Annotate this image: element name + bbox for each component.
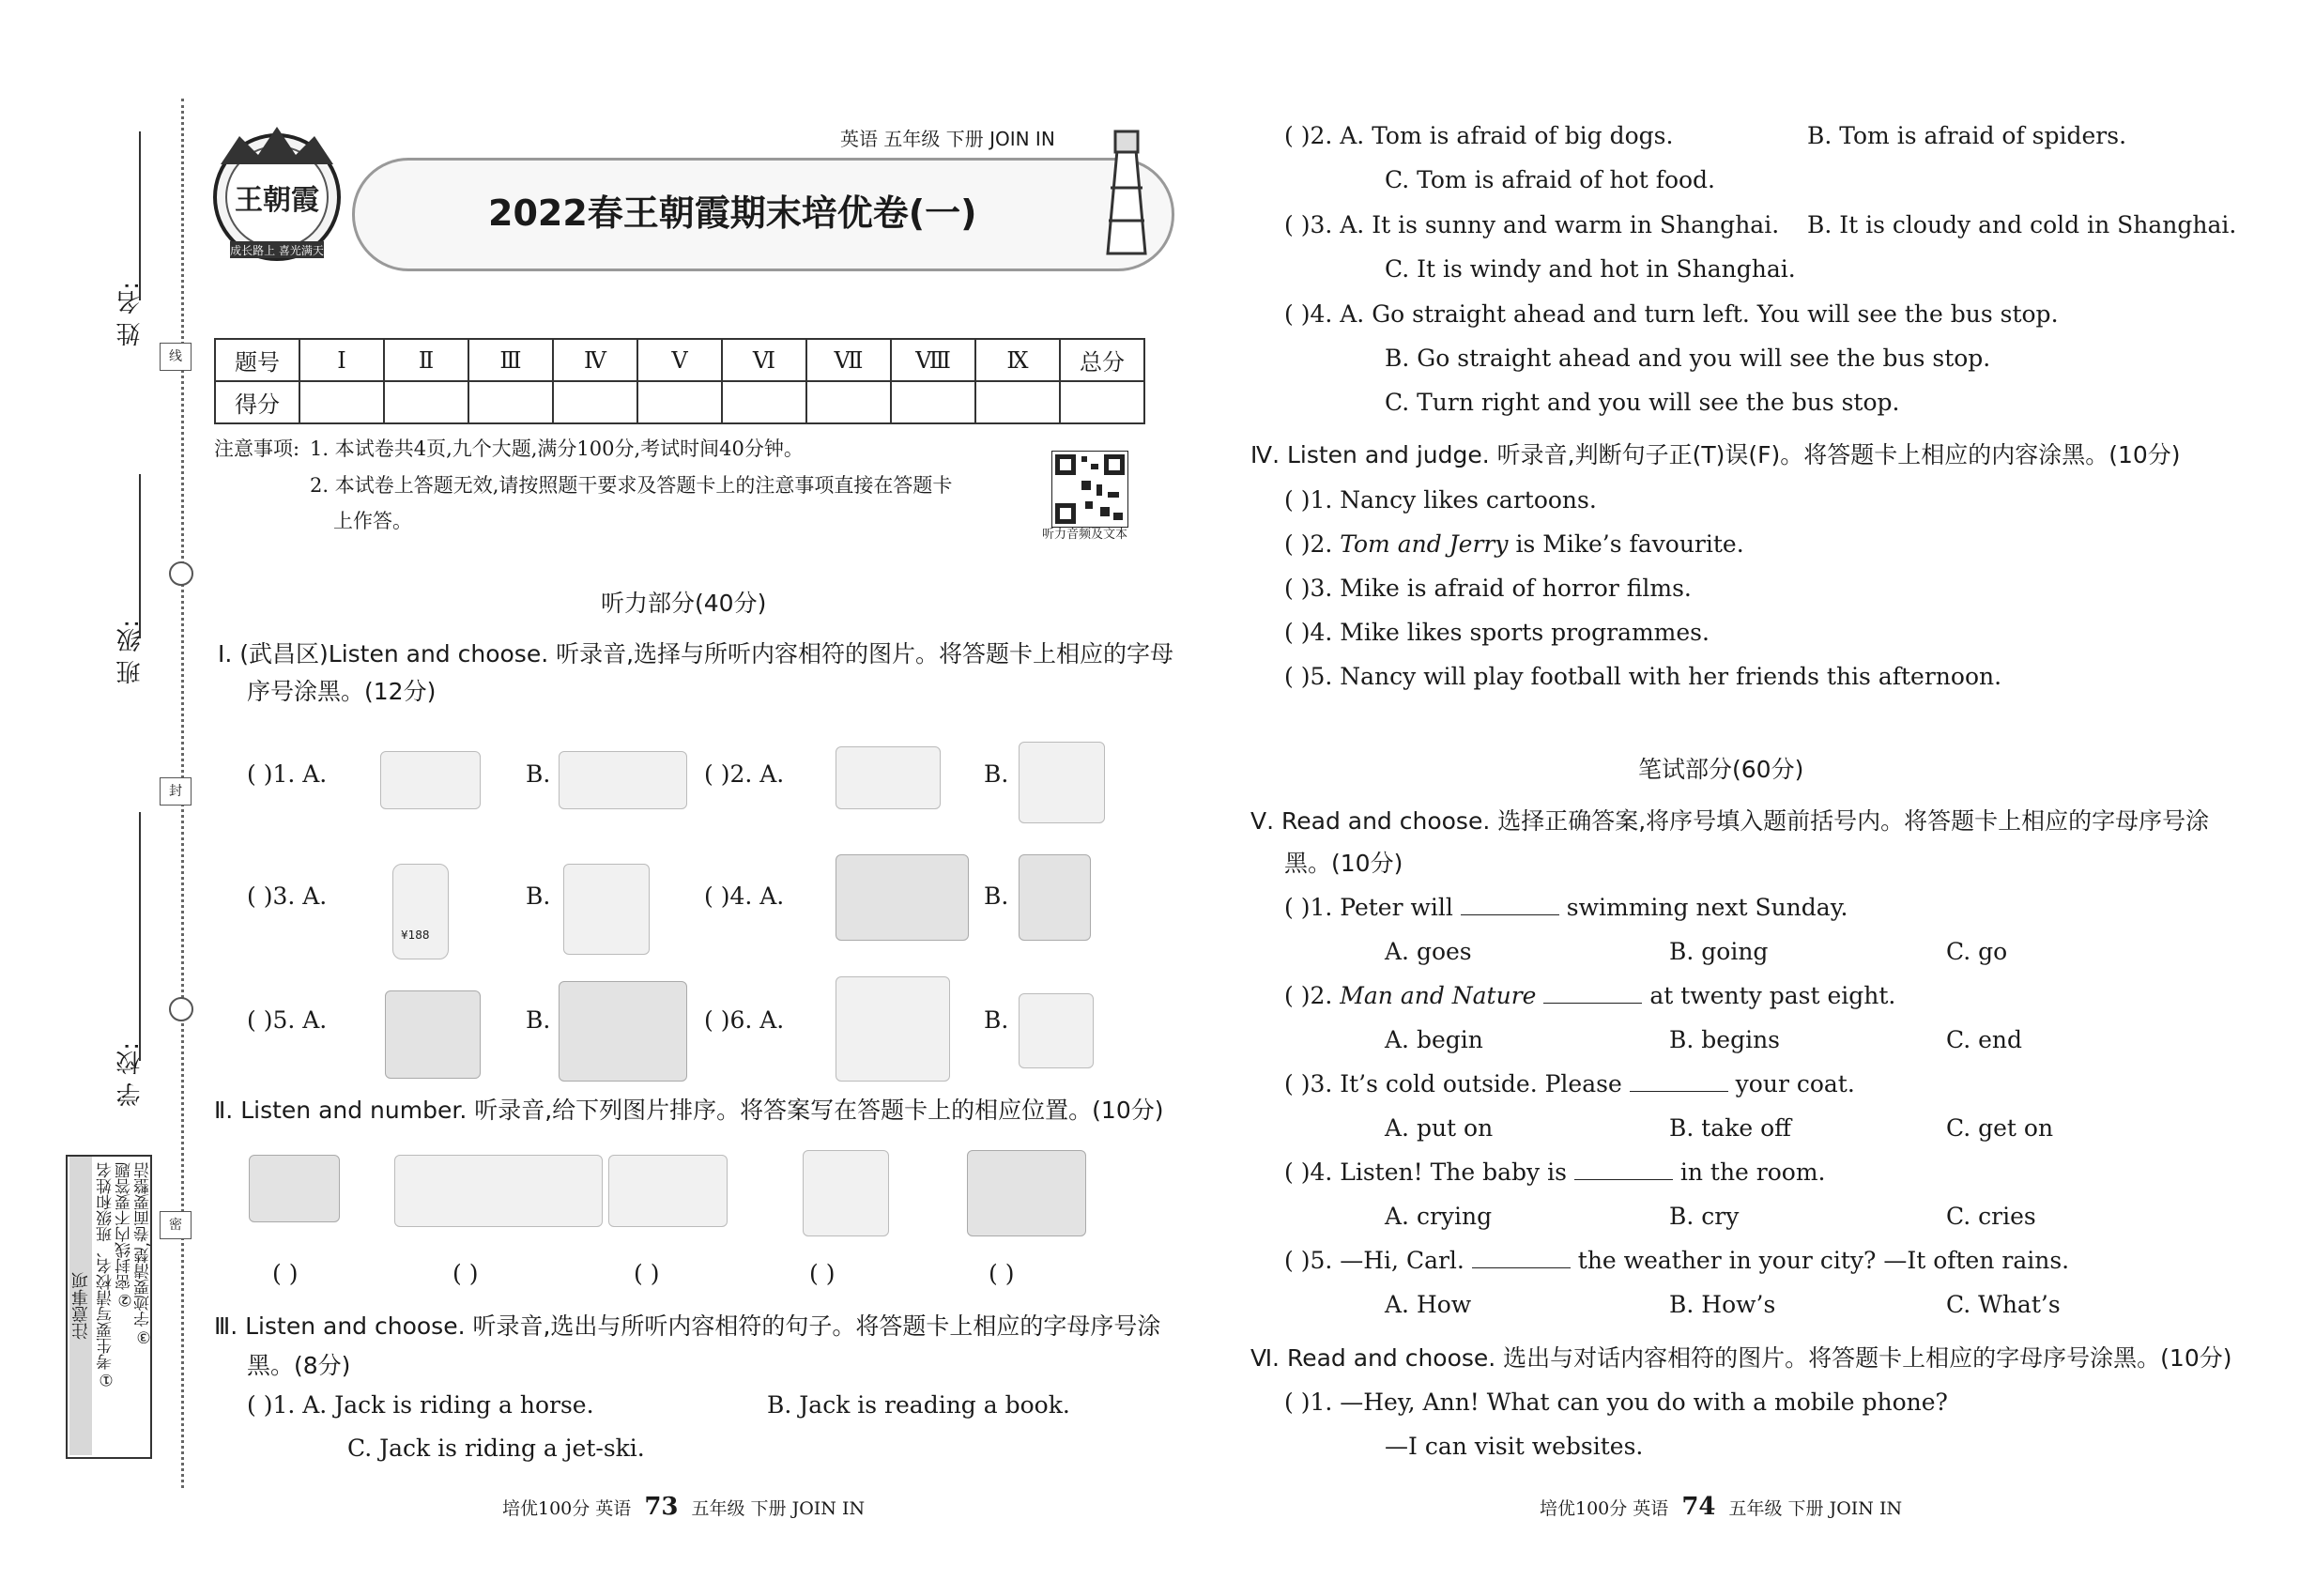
footer-left-b: 五年级 下册 JOIN IN (691, 1498, 866, 1519)
s3-q4-c: C. Turn right and you will see the bus stop. (1385, 389, 1900, 416)
footer-right-a: 培优100分 英语 (1540, 1498, 1669, 1519)
s6-q1: ( )1. —Hey, Ann! What can you do with a mobile phone? (1284, 1389, 1948, 1416)
s5-q5 (1284, 1247, 2069, 1275)
s5-q3 (1284, 1070, 1855, 1098)
s5-q3-opt-c: C. get on (1946, 1114, 2054, 1142)
footer-left-a: 培优100分 英语 (502, 1498, 632, 1519)
s3-title-2: 黑。(8分) (247, 1352, 351, 1379)
footer-left (502, 1493, 865, 1521)
s1-q6: ( )6. A. (704, 1006, 785, 1034)
s5-q1-rest: swimming next Sunday. (1566, 894, 1848, 921)
image-spiders[interactable] (380, 751, 481, 809)
score-cell: Ⅸ (975, 339, 1060, 381)
s1-q3-b: B. (526, 882, 551, 910)
s2-title: Ⅱ. Listen and number. 听录音,给下列图片排序。将答案写在答题卡上的相应位置。(10分) (214, 1097, 1164, 1124)
s4-q3: ( )3. Mike is afraid of horror films. (1284, 575, 1692, 602)
score-cell: Ⅰ (299, 339, 384, 381)
image-buildings[interactable] (394, 1155, 603, 1227)
score-cell[interactable] (891, 381, 975, 423)
score-cell: 得分 (215, 381, 299, 423)
s5-q1-stem: ( )1. Peter will (1284, 894, 1453, 921)
score-cell[interactable] (975, 381, 1060, 423)
s1-q3: ( )3. A. (247, 882, 328, 910)
image-fox[interactable] (1019, 742, 1105, 823)
s5-q5-opt-c: C. What’s (1946, 1291, 2061, 1318)
s1-q5: ( )5. A. (247, 1006, 328, 1034)
s1-q4-b: B. (984, 882, 1009, 910)
score-cell[interactable] (806, 381, 891, 423)
brand-logo (202, 117, 352, 268)
note-2b: 上作答。 (333, 510, 412, 532)
s4-q2 (1284, 530, 1744, 559)
seal-mark-secret: 密 (160, 1211, 192, 1239)
notice-title: 注意事项 (69, 1157, 92, 1455)
answer-blank[interactable] (1574, 1159, 1673, 1180)
s5-q3-rest: your coat. (1735, 1070, 1855, 1097)
binding-circle (169, 997, 193, 1021)
image-farm-shed[interactable] (1019, 854, 1091, 941)
image-road-map[interactable] (803, 1150, 889, 1236)
note-2: 2. 本试卷上答题无效,请按照题干要求及答题卡上的注意事项直接在答题卡 (310, 474, 953, 497)
s3-q3: ( )3. A. It is sunny and warm in Shanghai. (1284, 211, 1780, 238)
score-header-row (215, 339, 1144, 381)
s6-title: Ⅵ. Read and choose. 选出与对话内容相符的图片。将答题卡上相应的字母序号涂黑。(10分) (1250, 1344, 2232, 1372)
s5-q5-rest: the weather in your city? —It often rains. (1577, 1247, 2070, 1274)
s5-q4-rest: in the room. (1679, 1159, 1826, 1186)
image-boats-sea[interactable] (967, 1150, 1086, 1236)
image-bear[interactable] (836, 746, 941, 809)
score-cell[interactable] (1060, 381, 1144, 423)
name-line (139, 131, 141, 300)
note-1: 1. 本试卷共4页,九个大题,满分100分,考试时间40分钟。 (310, 437, 804, 460)
s3-q1: ( )1. A. Jack is riding a horse. (247, 1391, 594, 1419)
page-title: 2022春王朝霞期末培优卷(一) (488, 192, 977, 234)
s4-q5: ( )5. Nancy will play football with her friends this afternoon. (1284, 663, 2002, 690)
phone-price: ¥188 (401, 928, 430, 942)
svg-text:王朝霞: 王朝霞 (235, 184, 319, 217)
header-meta: 英语 五年级 下册 JOIN IN (840, 128, 1055, 150)
s3-q3-c: C. It is windy and hot in Shanghai. (1385, 255, 1796, 283)
s5-q2-opt-a: A. begin (1385, 1026, 1483, 1053)
s4-title: Ⅳ. Listen and judge. 听录音,判断句子正(T)误(F)。将答题卡上相应的内容涂黑。(10分) (1250, 441, 2181, 468)
qr-caption: 听力音频及文本 (1042, 528, 1128, 542)
image-kids-playing[interactable] (608, 1155, 728, 1227)
s1-q2: ( )2. A. (704, 760, 785, 788)
notes-label: 注意事项: (214, 437, 300, 460)
s5-q2-opt-b: B. begins (1669, 1026, 1780, 1053)
s3-q3-b: B. It is cloudy and cold in Shanghai. (1807, 211, 2237, 238)
score-cell: 题号 (215, 339, 299, 381)
score-cell[interactable] (384, 381, 468, 423)
binding-circle (169, 561, 193, 586)
s5-q4 (1284, 1159, 1826, 1187)
s5-q1-opt-a: A. goes (1385, 938, 1472, 965)
seal-mark-line: 线 (160, 343, 192, 371)
writing-title: 笔试部分(60分) (1638, 756, 1804, 783)
score-cell[interactable] (722, 381, 806, 423)
school-label: 学 校: (116, 1042, 145, 1108)
s1-q6-b: B. (984, 1006, 1009, 1034)
s2-blank-2[interactable]: ( ) (452, 1260, 479, 1287)
score-cell: Ⅵ (722, 339, 806, 381)
qr-code-icon[interactable] (1051, 451, 1128, 528)
school-line (139, 812, 141, 1061)
seal-mark-seal: 封 (160, 777, 192, 806)
image-hospital[interactable] (836, 854, 969, 941)
score-cell: Ⅴ (637, 339, 722, 381)
notice-item-1: ①考生要写清校名、班级和姓名 (97, 1162, 115, 1389)
s2-blank-1[interactable]: ( ) (272, 1260, 299, 1287)
image-tv[interactable] (249, 1155, 340, 1222)
score-cell[interactable] (553, 381, 637, 423)
s5-q1 (1284, 894, 1848, 922)
s5-title-2: 黑。(10分) (1284, 850, 1403, 877)
s5-q3-stem: ( )3. It’s cold outside. Please (1284, 1070, 1622, 1097)
score-cell: Ⅶ (806, 339, 891, 381)
s3-q2: ( )2. A. Tom is afraid of big dogs. (1284, 122, 1674, 149)
s5-q3-opt-a: A. put on (1385, 1114, 1494, 1142)
s5-q2 (1284, 982, 1895, 1010)
s5-q3-opt-b: B. take off (1669, 1114, 1791, 1142)
lighthouse-icon (1080, 113, 1173, 263)
s2-blank-5[interactable]: ( ) (989, 1260, 1015, 1287)
listening-title: 听力部分(40分) (601, 590, 767, 617)
s3-q2-c: C. Tom is afraid of hot food. (1385, 166, 1716, 193)
page-number-73: 73 (644, 1493, 679, 1521)
s2-blank-4[interactable]: ( ) (809, 1260, 836, 1287)
s2-blank-3[interactable]: ( ) (634, 1260, 660, 1287)
notice-item-3: ③字迹要清楚,卷面要整洁 (134, 1162, 153, 1346)
notice-box (66, 1155, 152, 1459)
image-boy-phone[interactable] (563, 864, 650, 955)
s4-q2-rest: is Mike’s favourite. (1515, 530, 1744, 558)
answer-blank[interactable] (1472, 1247, 1571, 1268)
score-cell: Ⅳ (553, 339, 637, 381)
class-line (139, 474, 141, 638)
s5-q2-opt-c: C. end (1946, 1026, 2023, 1053)
s5-q1-opt-b: B. going (1669, 938, 1769, 965)
s5-q5-stem: ( )5. —Hi, Carl. (1284, 1247, 1464, 1274)
s1-q4: ( )4. A. (704, 882, 785, 910)
score-cell: Ⅱ (384, 339, 468, 381)
s5-q4-opt-c: C. cries (1946, 1203, 2036, 1230)
svg-text:成长路上 喜光满天: 成长路上 喜光满天 (230, 244, 324, 257)
s5-q2-stem: ( )2. (1284, 982, 1341, 1009)
s6-q1-b: —I can visit websites. (1385, 1433, 1644, 1460)
image-windy-tree[interactable] (836, 976, 950, 1082)
s1-q1-b: B. (526, 760, 551, 788)
s4-q1: ( )1. Nancy likes cartoons. (1284, 486, 1597, 514)
score-cell: 总分 (1060, 339, 1144, 381)
image-children-trees[interactable] (559, 981, 687, 1082)
s5-q5-opt-a: A. How (1385, 1291, 1472, 1318)
answer-blank[interactable] (1543, 982, 1642, 1004)
s4-q2-title: Tom and Jerry (1340, 530, 1509, 558)
footer-right (1540, 1493, 1902, 1521)
s5-q4-stem: ( )4. Listen! The baby is (1284, 1159, 1567, 1186)
image-children-park[interactable] (385, 990, 481, 1079)
notice-item-2: ②密封线内不要答题 (115, 1162, 134, 1309)
s5-q5-opt-b: B. How’s (1669, 1291, 1776, 1318)
s3-title: Ⅲ. Listen and choose. 听录音,选出与所听内容相符的句子。将答题卡上相应的字母序号涂 (214, 1312, 1161, 1340)
answer-blank[interactable] (1461, 894, 1559, 915)
image-phone[interactable] (392, 864, 449, 959)
s1-q2-b: B. (984, 760, 1009, 788)
s4-q4: ( )4. Mike likes sports programmes. (1284, 619, 1710, 646)
s5-q1-opt-c: C. go (1946, 938, 2008, 965)
image-rain-cloud[interactable] (1019, 993, 1094, 1068)
s1-title-2: 序号涂黑。(12分) (247, 678, 437, 705)
score-value-row (215, 381, 1144, 423)
name-label: 姓 名: (116, 282, 145, 347)
class-label: 班 级: (116, 620, 145, 685)
image-mice[interactable] (559, 751, 687, 809)
s1-q1: ( )1. A. (247, 760, 328, 788)
s3-q1-c: C. Jack is riding a jet-ski. (347, 1435, 645, 1462)
s5-q2-title: Man and Nature (1340, 982, 1537, 1009)
footer-right-b: 五年级 下册 JOIN IN (1728, 1498, 1903, 1519)
score-cell: Ⅷ (891, 339, 975, 381)
s3-q4-b: B. Go straight ahead and you will see the bus stop. (1385, 345, 1991, 372)
s5-q2-rest: at twenty past eight. (1649, 982, 1896, 1009)
score-cell: Ⅲ (468, 339, 553, 381)
score-cell[interactable] (637, 381, 722, 423)
score-cell[interactable] (299, 381, 384, 423)
s3-q2-b: B. Tom is afraid of spiders. (1807, 122, 2127, 149)
s4-q2-prefix: ( )2. (1284, 530, 1341, 558)
score-cell[interactable] (468, 381, 553, 423)
s1-title: Ⅰ. (武昌区)Listen and choose. 听录音,选择与所听内容相符的图片。将答题卡上相应的字母 (218, 640, 1174, 668)
page-number-74: 74 (1681, 1493, 1716, 1521)
s3-q1-b: B. Jack is reading a book. (767, 1391, 1070, 1419)
score-table (214, 338, 1145, 424)
s1-q5-b: B. (526, 1006, 551, 1034)
s5-q4-opt-b: B. cry (1669, 1203, 1740, 1230)
s5-title: Ⅴ. Read and choose. 选择正确答案,将序号填入题前括号内。将答题卡上相应的字母序号涂 (1250, 807, 2210, 835)
s3-q4: ( )4. A. Go straight ahead and turn left. You will see the bus stop. (1284, 300, 2059, 328)
s5-q4-opt-a: A. crying (1385, 1203, 1493, 1230)
answer-blank[interactable] (1630, 1070, 1728, 1092)
